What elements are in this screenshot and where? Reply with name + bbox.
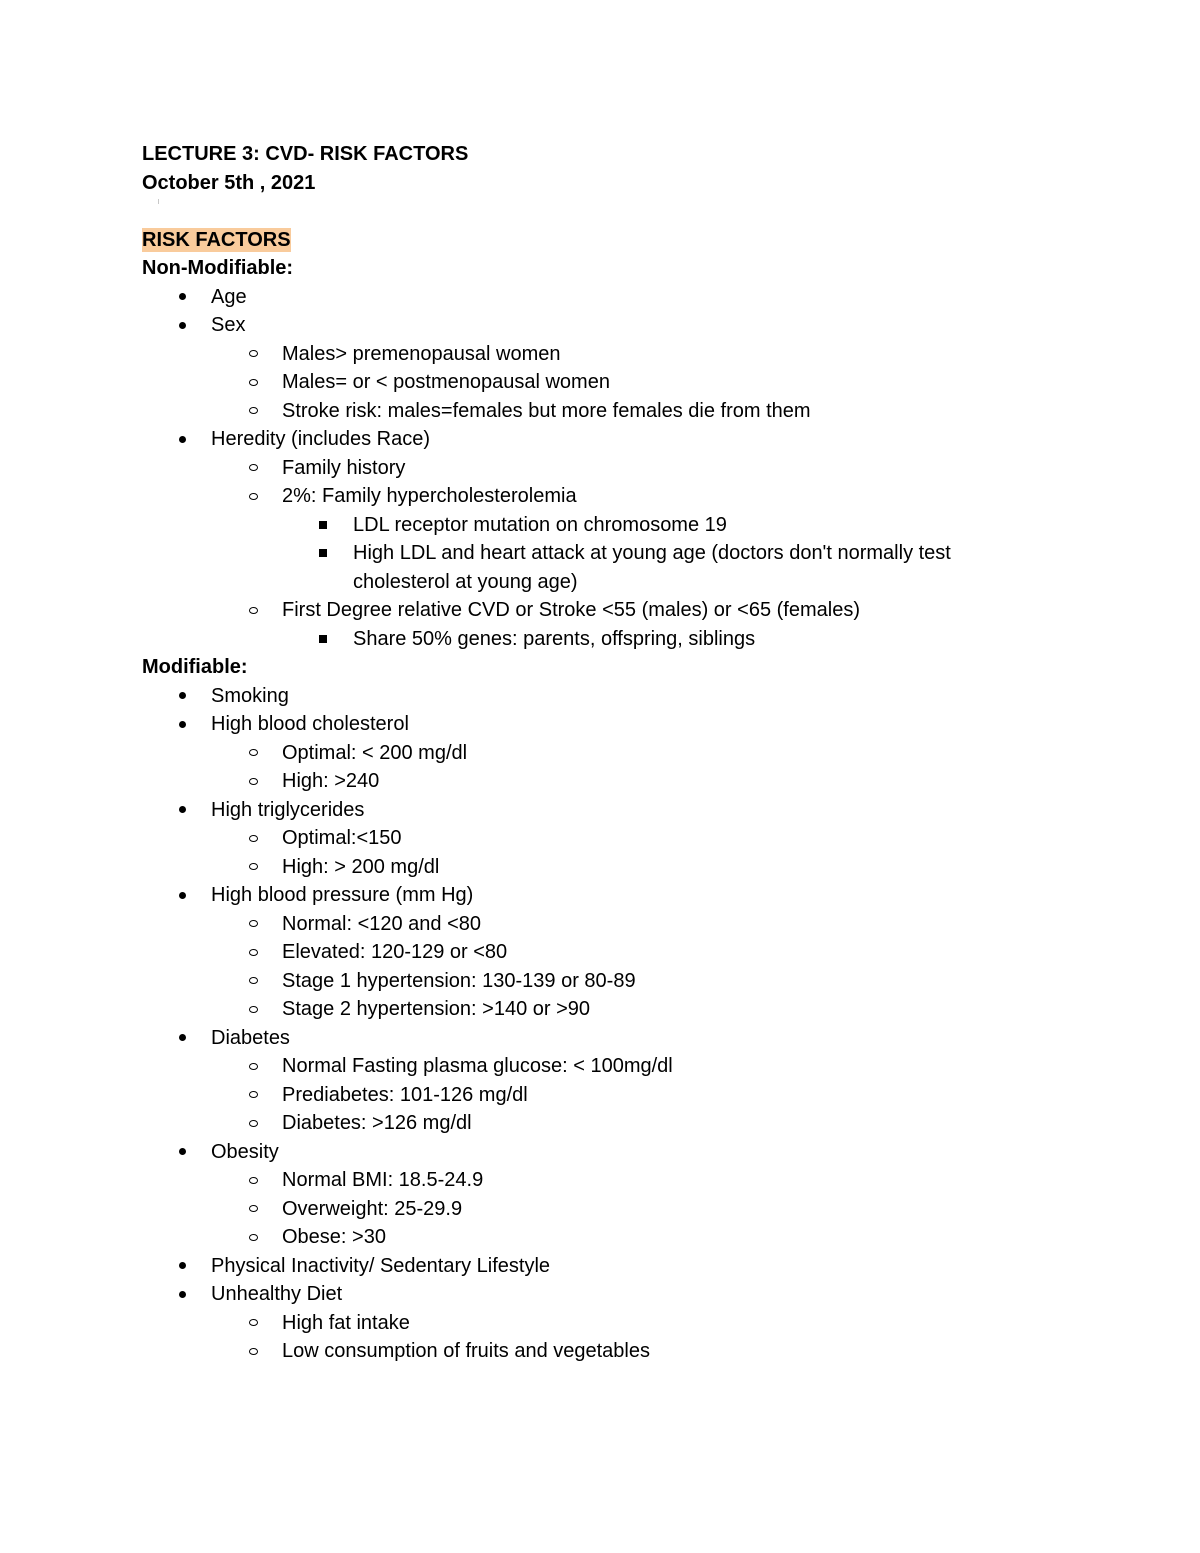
sub-item — [142, 454, 1122, 483]
sub-item-text: Normal BMI: 18.5-24.9 — [282, 1169, 484, 1191]
sub-item-text: Diabetes: >126 mg/dl — [282, 1112, 472, 1134]
list-item-cholesterol — [142, 710, 1122, 739]
sub-sub-item-text: cholesterol at young age) — [353, 570, 578, 593]
sub-item-text: Optimal: < 200 mg/dl — [282, 741, 468, 764]
sub-item — [142, 824, 1122, 853]
sub-item-text: Elevated: 120-129 or <80 — [282, 941, 508, 963]
sub-item — [142, 1052, 1122, 1081]
sub-item — [142, 967, 1122, 996]
bullet-circle-icon — [247, 596, 259, 625]
sub-item-text: Low consumption of fruits and vegetables — [282, 1340, 650, 1362]
sub-item — [142, 1081, 1122, 1110]
sub-item — [142, 767, 1122, 796]
bullet-circle-icon — [247, 1052, 259, 1081]
sub-item — [142, 368, 1122, 397]
sub-item — [142, 853, 1122, 882]
list-item-inactivity — [142, 1252, 1122, 1281]
bullet-square-icon — [317, 625, 329, 654]
sub-sub-item-text: LDL receptor mutation on chromosome 19 — [353, 513, 727, 536]
list-item-age — [142, 283, 1122, 312]
list-item-text: Heredity (includes Race) — [211, 428, 430, 450]
sub-item-text: Normal Fasting plasma glucose: < 100mg/dl — [282, 1055, 673, 1077]
sub-sub-item-continuation — [142, 568, 1122, 597]
bullet-disc-icon — [176, 311, 188, 340]
sub-item — [142, 938, 1122, 967]
sub-item — [142, 1223, 1122, 1252]
bullet-square-icon — [317, 511, 329, 540]
sub-item-text: Males= or < postmenopausal women — [282, 371, 610, 393]
list-item-text: Age — [211, 285, 247, 308]
bullet-disc-icon — [176, 1280, 188, 1309]
list-item-sex — [142, 311, 1122, 340]
risk-factors-heading: RISK FACTORS — [142, 228, 291, 251]
bullet-circle-icon — [247, 1109, 259, 1138]
bullet-circle-icon — [247, 368, 259, 397]
sub-sub-item — [142, 539, 1122, 568]
sub-item — [142, 596, 1122, 625]
bullet-disc-icon — [176, 283, 188, 312]
non-modifiable-heading: Non-Modifiable: — [142, 257, 294, 279]
list-item-text: Obesity — [211, 1140, 279, 1163]
sub-item — [142, 482, 1122, 511]
sub-item-text: Stroke risk: males=females but more females die from them — [282, 399, 811, 422]
sub-item — [142, 1309, 1122, 1338]
document-page — [142, 140, 1122, 1366]
sub-item-text: Overweight: 25-29.9 — [282, 1197, 463, 1220]
sub-item — [142, 1109, 1122, 1138]
sub-item-text: Obese: >30 — [282, 1226, 386, 1248]
bullet-circle-icon — [247, 739, 259, 768]
sub-item-text: High: > 200 mg/dl — [282, 855, 440, 878]
bullet-disc-icon — [176, 425, 188, 454]
sub-item-text: Males> premenopausal women — [282, 342, 561, 365]
bullet-circle-icon — [247, 454, 259, 483]
modifiable-heading: Modifiable: — [142, 656, 248, 678]
bullet-circle-icon — [247, 767, 259, 796]
bullet-circle-icon — [247, 397, 259, 426]
bullet-circle-icon — [247, 1166, 259, 1195]
bullet-disc-icon — [176, 796, 188, 825]
sub-sub-item — [142, 625, 1122, 654]
sub-item-text: Family history — [282, 456, 406, 479]
bullet-circle-icon — [247, 1309, 259, 1338]
sub-item-text: Prediabetes: 101-126 mg/dl — [282, 1083, 528, 1106]
document-date: October 5th , 2021 — [142, 171, 316, 194]
list-item-heredity — [142, 425, 1122, 454]
sub-item — [142, 1337, 1122, 1366]
bullet-circle-icon — [247, 824, 259, 853]
bullet-disc-icon — [176, 1252, 188, 1281]
bullet-circle-icon — [247, 1195, 259, 1224]
list-item-triglycerides — [142, 796, 1122, 825]
bullet-disc-icon — [176, 881, 188, 910]
sub-item-text: Normal: <120 and <80 — [282, 912, 482, 935]
sub-item-text: High fat intake — [282, 1311, 410, 1334]
sub-item-text: Optimal:<150 — [282, 827, 402, 849]
bullet-circle-icon — [247, 938, 259, 967]
bullet-disc-icon — [176, 682, 188, 711]
bullet-square-icon — [317, 539, 329, 568]
list-item-text: Diabetes — [211, 1026, 290, 1049]
sub-item — [142, 739, 1122, 768]
sub-item-text: First Degree relative CVD or Stroke <55 (males) or <65 (females) — [282, 599, 860, 621]
list-item-blood-pressure — [142, 881, 1122, 910]
sub-item — [142, 1195, 1122, 1224]
sub-item-text: 2%: Family hypercholesterolemia — [282, 485, 577, 507]
sub-sub-item-text: Share 50% genes: parents, offspring, siblings — [353, 627, 756, 650]
sub-item — [142, 397, 1122, 426]
list-item-text: Smoking — [211, 684, 289, 707]
bullet-circle-icon — [247, 1081, 259, 1110]
bullet-circle-icon — [247, 967, 259, 996]
sub-item-text: Stage 1 hypertension: 130-139 or 80-89 — [282, 969, 636, 992]
sub-item — [142, 340, 1122, 369]
list-item-text: Physical Inactivity/ Sedentary Lifestyle — [211, 1254, 551, 1277]
text-cursor-mark — [158, 199, 159, 204]
list-item-diet — [142, 1280, 1122, 1309]
bullet-circle-icon — [247, 1337, 259, 1366]
bullet-circle-icon — [247, 340, 259, 369]
bullet-circle-icon — [247, 482, 259, 511]
sub-item — [142, 995, 1122, 1024]
list-item-text: High blood pressure (mm Hg) — [211, 884, 474, 906]
list-item-smoking — [142, 682, 1122, 711]
list-item-text: Unhealthy Diet — [211, 1283, 343, 1305]
bullet-circle-icon — [247, 853, 259, 882]
bullet-disc-icon — [176, 1138, 188, 1167]
bullet-disc-icon — [176, 710, 188, 739]
list-item-obesity — [142, 1138, 1122, 1167]
list-item-diabetes — [142, 1024, 1122, 1053]
sub-item-text: High: >240 — [282, 770, 380, 792]
section-heading-row — [142, 226, 1122, 255]
sub-sub-item-text: High LDL and heart attack at young age (doctors don't normally test — [353, 542, 951, 564]
sub-item — [142, 1166, 1122, 1195]
sub-sub-item — [142, 511, 1122, 540]
blank-line — [142, 197, 1122, 226]
list-item-text: High triglycerides — [211, 798, 365, 821]
bullet-disc-icon — [176, 1024, 188, 1053]
document-title: LECTURE 3: CVD- RISK FACTORS — [142, 143, 469, 165]
bullet-circle-icon — [247, 1223, 259, 1252]
sub-item-text: Stage 2 hypertension: >140 or >90 — [282, 998, 591, 1020]
list-item-text: Sex — [211, 314, 246, 336]
bullet-circle-icon — [247, 910, 259, 939]
sub-item — [142, 910, 1122, 939]
bullet-circle-icon — [247, 995, 259, 1024]
list-item-text: High blood cholesterol — [211, 713, 409, 735]
